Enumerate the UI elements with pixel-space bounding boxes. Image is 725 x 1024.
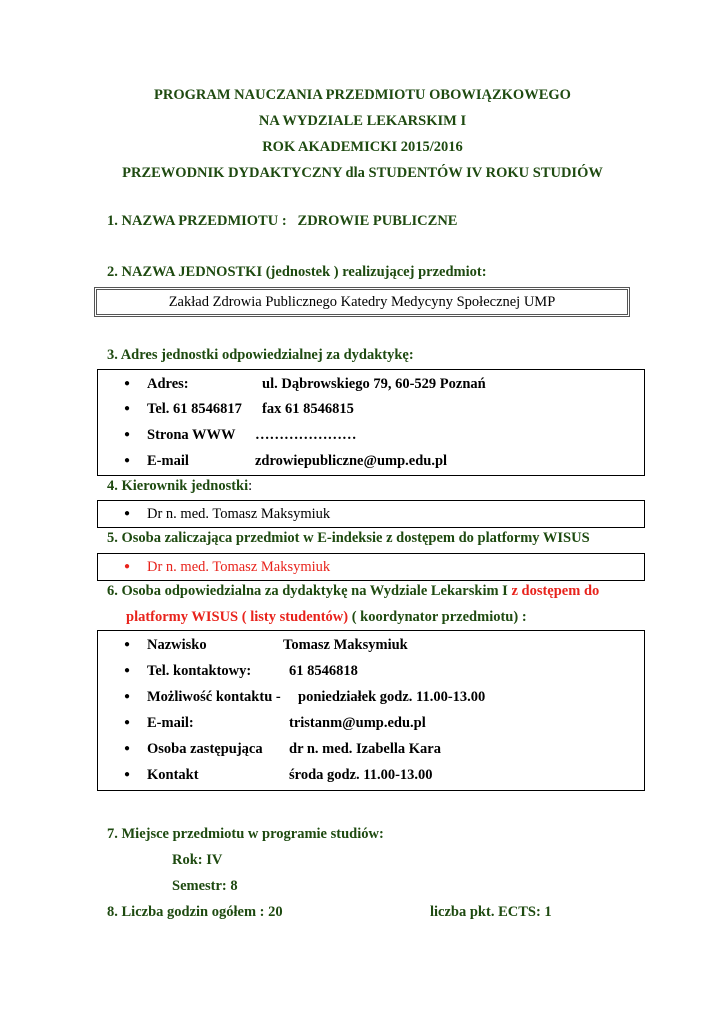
section-3-label: 3. Adres jednostki odpowiedzialnej za dydaktykę: (107, 347, 414, 363)
bullet-icon: ● (123, 665, 131, 676)
bullet-icon: ● (123, 378, 131, 389)
bullet-icon: ● (123, 403, 131, 414)
address-box (97, 369, 645, 476)
email-value[interactable]: zdrowiepubliczne@ump.edu.pl (255, 453, 448, 469)
section-4-colon: : (248, 478, 253, 494)
coordinator-key: Możliwość kontaktu - (147, 689, 281, 705)
coordinator-value: Tomasz Maksymiuk (283, 637, 408, 653)
section-1-value: ZDROWIE PUBLICZNE (297, 213, 458, 229)
year-value: Rok: IV (172, 852, 223, 868)
section-6-line-2 (126, 609, 527, 626)
header-line-3: ROK AKADEMICKI 2015/2016 (262, 139, 463, 155)
unit-name-box (94, 287, 630, 317)
grader-name: Dr n. med. Tomasz Maksymiuk (147, 559, 331, 575)
coordinator-value: środa godz. 11.00-13.00 (289, 767, 433, 783)
fax-value: fax 61 8546815 (262, 401, 354, 417)
coordinator-key: Tel. kontaktowy: (147, 663, 252, 679)
unit-name: Zakład Zdrowia Publicznego Katedry Medycyny Społecznej UMP (168, 294, 556, 310)
header-line-4: PRZEWODNIK DYDAKTYCZNY dla STUDENTÓW IV ROKU STUDIÓW (122, 165, 603, 181)
bullet-icon: ● (123, 769, 131, 780)
section-4-label: 4. Kierownik jednostki (107, 478, 249, 494)
bullet-icon: ● (123, 561, 131, 572)
section-7-label: 7. Miejsce przedmiotu w programie studiów: (107, 826, 384, 842)
section-2-label: 2. NAZWA JEDNOSTKI (jednostek ) realizującej przedmiot: (107, 264, 487, 280)
coordinator-key: E-mail: (147, 715, 194, 731)
grader-box (97, 553, 645, 581)
section-6-line-1 (107, 583, 599, 600)
coordinator-key: Kontakt (147, 767, 199, 783)
coordinator-key: Osoba zastępująca (147, 741, 263, 757)
coordinator-value[interactable]: tristanm@ump.edu.pl (289, 715, 426, 731)
semester-value: Semestr: 8 (172, 878, 238, 894)
coordinator-box (97, 630, 645, 791)
phone-value: Tel. 61 8546817 (147, 401, 242, 417)
bullet-icon: ● (123, 429, 131, 440)
coordinator-value: 61 8546818 (289, 663, 358, 679)
email-key: E-mail (147, 453, 189, 469)
section-1 (107, 213, 457, 230)
hours-total: 8. Liczba godzin ogółem : 20 (107, 904, 283, 920)
address-value: ul. Dąbrowskiego 79, 60-529 Poznań (262, 376, 486, 392)
section-5-label: 5. Osoba zaliczająca przedmiot w E-indeksie z dostępem do platformy WISUS (107, 530, 590, 546)
coordinator-value: dr n. med. Izabella Kara (289, 741, 441, 757)
bullet-icon: ● (123, 508, 131, 519)
bullet-icon: ● (123, 639, 131, 650)
section-1-label: 1. NAZWA PRZEDMIOTU : (107, 213, 287, 229)
section-6-label-b: z dostępem do (511, 583, 600, 599)
section-6-label-d: ( koordynator przedmiotu) : (348, 609, 527, 625)
header-line-1: PROGRAM NAUCZANIA PRZEDMIOTU OBOWIĄZKOWEGO (154, 87, 571, 103)
ects-points: liczba pkt. ECTS: 1 (430, 904, 552, 920)
section-6-label-c: platformy WISUS ( listy studentów) (126, 609, 349, 625)
address-key: Adres: (147, 376, 189, 392)
section-6-label-a: 6. Osoba odpowiedzialna za dydaktykę na Wydziale Lekarskim I (107, 583, 512, 599)
section-4 (107, 478, 252, 495)
coordinator-value: poniedziałek godz. 11.00-13.00 (298, 689, 486, 705)
coordinator-key: Nazwisko (147, 637, 207, 653)
www-key: Strona WWW (147, 427, 236, 443)
bullet-icon: ● (123, 691, 131, 702)
bullet-icon: ● (123, 455, 131, 466)
header-line-2: NA WYDZIALE LEKARSKIM I (258, 113, 467, 129)
bullet-icon: ● (123, 743, 131, 754)
bullet-icon: ● (123, 717, 131, 728)
head-box (97, 500, 645, 528)
www-value: ………………… (255, 427, 357, 443)
head-name: Dr n. med. Tomasz Maksymiuk (147, 506, 331, 522)
